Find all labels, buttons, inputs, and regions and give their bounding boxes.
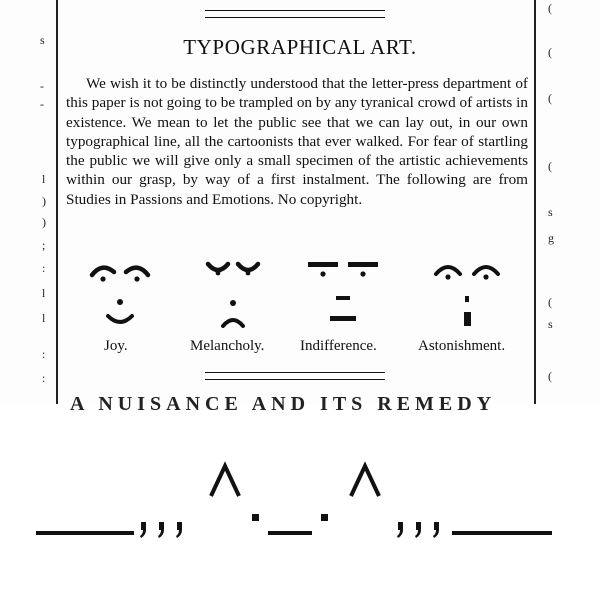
face-astonishment — [418, 256, 552, 366]
emoticon-art — [0, 404, 600, 600]
margin-char: ( — [548, 159, 552, 173]
top-double-rule — [205, 10, 385, 18]
face-melancholy — [190, 256, 300, 366]
next-headline: A NUISANCE AND ITS REMEDY — [70, 393, 497, 415]
margin-char: ( — [548, 1, 552, 15]
margin-char: g — [548, 231, 554, 245]
margin-char: - — [40, 97, 44, 111]
article-title: TYPOGRAPHICAL ART. — [183, 35, 417, 59]
melancholy-face-icon — [190, 256, 300, 336]
margin-char: : — [42, 347, 46, 361]
indifference-face-icon — [300, 256, 410, 336]
face-label-astonishment: Astonishment. — [418, 338, 506, 354]
margin-char: l — [42, 311, 46, 325]
margin-char: ( — [548, 45, 552, 59]
face-indifference — [300, 256, 410, 366]
margin-char: ) — [42, 194, 46, 208]
bottom-double-rule — [205, 372, 385, 380]
left-margin-fragments — [30, 0, 60, 404]
margin-char: ; — [42, 238, 46, 252]
margin-char: ( — [548, 369, 552, 383]
next-headline-cut — [60, 393, 540, 415]
astonishment-face-icon — [432, 256, 532, 336]
margin-char: s — [548, 317, 553, 331]
cat-emoticon-icon — [0, 404, 600, 600]
margin-char: ) — [42, 215, 46, 229]
margin-char: l — [42, 286, 46, 300]
article-paragraph — [66, 74, 528, 209]
emotion-faces — [60, 256, 540, 366]
margin-char: s — [40, 33, 45, 47]
face-joy — [90, 256, 170, 366]
margin-char: : — [42, 371, 46, 385]
margin-char: s — [548, 205, 553, 219]
joy-face-icon — [90, 256, 170, 336]
margin-char: l — [42, 172, 46, 186]
margin-char: : — [42, 261, 46, 275]
margin-char: ( — [548, 91, 552, 105]
face-label-joy: Joy. — [104, 338, 128, 354]
face-label-indifference: Indifference. — [300, 338, 377, 354]
face-label-melancholy: Melancholy. — [190, 338, 265, 354]
margin-char: ( — [548, 295, 552, 309]
paragraph-text: We wish it to be distinctly understood that the letter-press department of this paper is not going to be trampled on by any tyranical crowd of artists in existence. We mean to let the public see that we can lay out, in our own typographical line, all the cartoonists that ever walked. For fear of startling the public we will give only a small specimen of the artistic achievements within our grasp, by way of a first instalment. The following are from Studies in Passions and Emotions. No copyright. — [66, 75, 528, 208]
margin-char: - — [40, 79, 44, 93]
